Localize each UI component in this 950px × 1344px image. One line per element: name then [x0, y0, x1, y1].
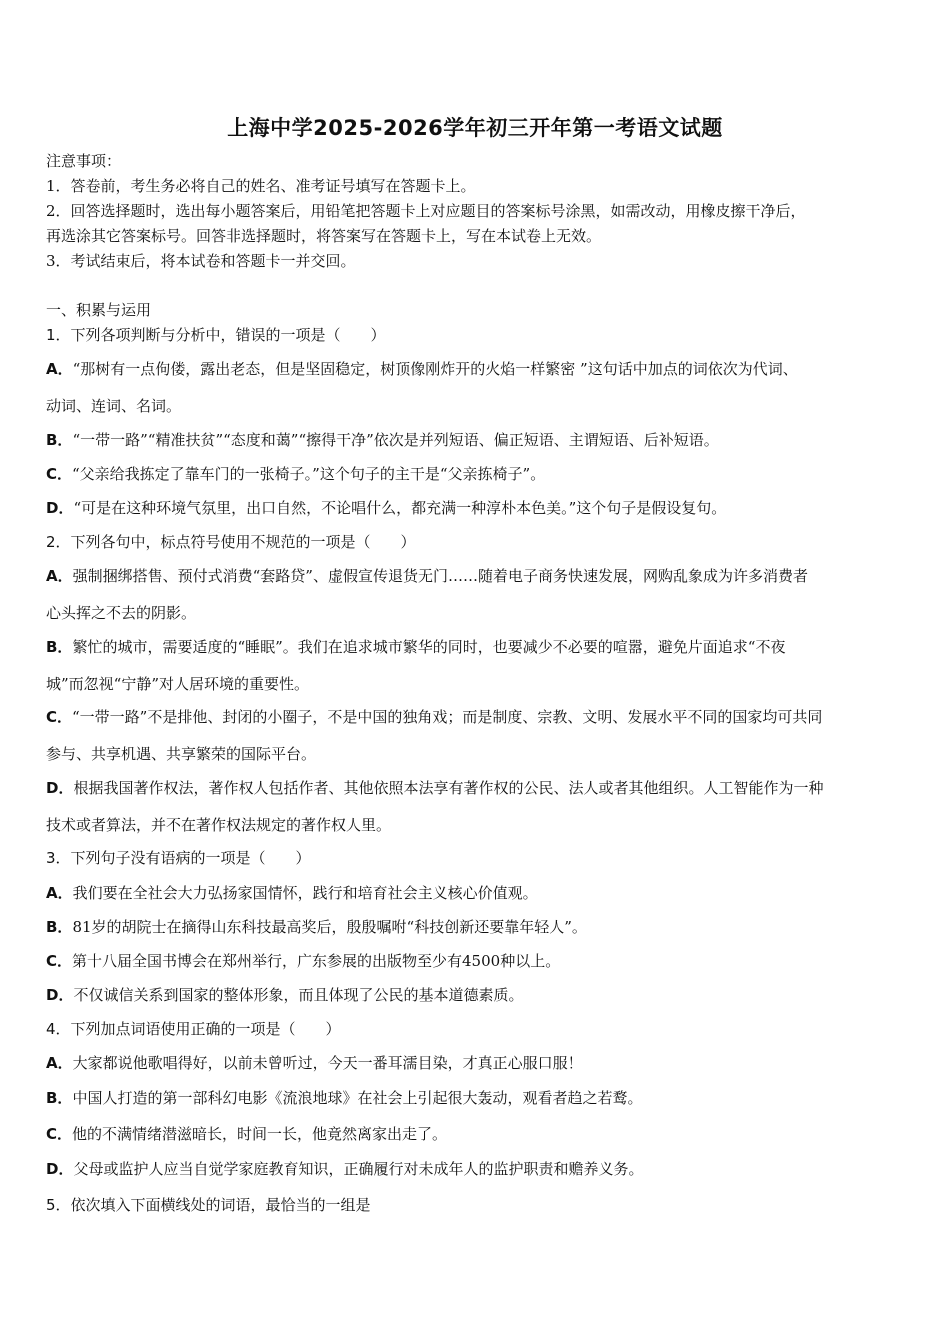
option-label: D． — [46, 986, 74, 1004]
question-stem — [46, 532, 908, 552]
option-label: C． — [46, 465, 73, 483]
question-number: 5． — [46, 1196, 71, 1214]
option-a — [46, 359, 908, 379]
notice-item: 3．考试结束后，将本试卷和答题卡一并交回。 — [46, 252, 356, 270]
option-text: 根据我国著作权法，著作权人包括作者、其他依照本法享有著作权的公民、法人或者其他组织。人工智能作为一种 — [73, 779, 824, 797]
option-continuation: 技术或者算法，并不在著作权法规定的著作权人里。 — [46, 816, 392, 834]
option-text: 我们要在全社会大力弘扬家国情怀，践行和培育社会主义核心价值观。 — [72, 884, 538, 902]
option-d — [46, 985, 908, 1005]
option-text: 第十八届全国书博会在郑州举行，广东参展的出版物至少有4500种以上。 — [72, 952, 561, 970]
option-continuation: 心头挥之不去的阴影。 — [46, 604, 197, 622]
question-stem — [46, 848, 908, 868]
notice-item: 1．答卷前，考生务必将自己的姓名、准考证号填写在答题卡上。 — [46, 177, 476, 195]
option-d — [46, 1159, 908, 1179]
option-text: 不仅诚信关系到国家的整体形象，而且体现了公民的基本道德素质。 — [73, 986, 524, 1004]
question-text: 下列各句中，标点符号使用不规范的一项是（ ） — [70, 533, 416, 551]
question-text: 依次填入下面横线处的词语，最恰当的一组是 — [70, 1196, 371, 1214]
option-text: 强制捆绑搭售、预付式消费“套路贷”、虚假宣传退货无门……随着电子商务快速发展，网购乱象成为许多消费者 — [72, 567, 808, 585]
option-label: D． — [46, 779, 74, 797]
option-label: C． — [46, 1125, 73, 1143]
option-c — [46, 464, 908, 484]
option-d — [46, 498, 908, 518]
question-number: 2． — [46, 533, 71, 551]
option-text: “一带一路”不是排他、封闭的小圈子，不是中国的独角戏；而是制度、宗教、文明、发展水平不同的国家均可共同 — [72, 708, 823, 726]
option-text: 中国人打造的第一部科幻电影《流浪地球》在社会上引起很大轰动，观看者趋之若鹜。 — [72, 1089, 643, 1107]
question-text: 下列各项判断与分析中，错误的一项是（ ） — [70, 326, 386, 344]
option-c — [46, 1124, 908, 1144]
option-text: “可是在这种环境气氛里，出口自然，不论唱什么，都充满一种淳朴本色美。”这个句子是假设复句。 — [73, 499, 727, 517]
question-text: 下列加点词语使用正确的一项是（ ） — [70, 1020, 341, 1038]
option-text: “父亲给我拣定了靠车门的一张椅子。”这个句子的主干是“父亲拣椅子”。 — [72, 465, 546, 483]
option-label: A． — [46, 1054, 73, 1072]
question-stem — [46, 325, 908, 345]
notice-heading: 注意事项： — [46, 152, 122, 170]
option-label: A． — [46, 360, 73, 378]
option-text: 81岁的胡院士在摘得山东科技最高奖后，殷殷嘱咐“科技创新还要靠年轻人”。 — [72, 918, 587, 936]
option-continuation: 动词、连词、名词。 — [46, 397, 182, 415]
option-label: D． — [46, 499, 74, 517]
option-a — [46, 566, 908, 586]
option-label: C． — [46, 952, 73, 970]
option-text: 父母或监护人应当自觉学家庭教育知识，正确履行对未成年人的监护职责和赡养义务。 — [73, 1160, 644, 1178]
option-a — [46, 883, 908, 903]
option-text: “一带一路”“精准扶贫”“态度和蔼”“擦得干净”依次是并列短语、偏正短语、主谓短语、后补短语。 — [72, 431, 719, 449]
section-heading: 一、积累与运用 — [46, 301, 152, 319]
option-continuation: 参与、共享机遇、共享繁荣的国际平台。 — [46, 745, 317, 763]
option-b — [46, 430, 908, 450]
question-number: 1． — [46, 326, 71, 344]
option-label: A． — [46, 884, 73, 902]
question-number: 3． — [46, 849, 71, 867]
question-text: 下列句子没有语病的一项是（ ） — [70, 849, 311, 867]
option-text: 他的不满情绪潜滋暗长，时间一长，他竟然离家出走了。 — [72, 1125, 448, 1143]
option-text: 繁忙的城市，需要适度的“睡眠”。我们在追求城市繁华的同时，也要减少不必要的喧嚣，避免片面追求“不夜 — [72, 638, 786, 656]
option-text: 大家都说他歌唱得好，以前未曾听过，今天一番耳濡目染，才真正心服口服！ — [72, 1054, 583, 1072]
option-a — [46, 1053, 908, 1073]
option-c — [46, 707, 908, 727]
option-label: B． — [46, 918, 73, 936]
option-d — [46, 778, 908, 798]
option-label: D． — [46, 1160, 74, 1178]
option-text: “那树有一点佝偻，露出老态，但是坚固稳定，树顶像刚炸开的火焰一样繁密 ”这句话中加点的词依次为代词、 — [72, 360, 798, 378]
page-title: 上海中学2025-2026学年初三开年第一考语文试题 — [227, 116, 723, 140]
option-b — [46, 1088, 908, 1108]
question-stem — [46, 1019, 908, 1039]
option-b — [46, 637, 908, 657]
option-label: A． — [46, 567, 73, 585]
option-label: B． — [46, 431, 73, 449]
option-label: B． — [46, 1089, 73, 1107]
option-c — [46, 951, 908, 971]
option-label: C． — [46, 708, 73, 726]
option-b — [46, 917, 908, 937]
option-continuation: 城”而忽视“宁静”对人居环境的重要性。 — [46, 675, 310, 693]
notice-item: 再选涂其它答案标号。回答非选择题时，将答案写在答题卡上，写在本试卷上无效。 — [46, 227, 602, 245]
question-stem — [46, 1195, 908, 1215]
notice-item: 2．回答选择题时，选出每小题答案后，用铅笔把答题卡上对应题目的答案标号涂黑，如需改动，用橡皮擦干净后， — [46, 202, 806, 220]
option-label: B． — [46, 638, 73, 656]
question-number: 4． — [46, 1020, 71, 1038]
